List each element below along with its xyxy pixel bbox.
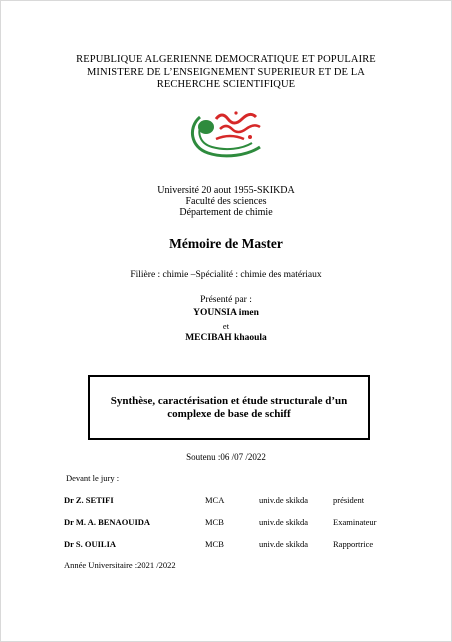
republic-header bbox=[0, 54, 452, 92]
jury-member-grade: MCB bbox=[205, 539, 224, 549]
author-1: YOUNSIA imen bbox=[193, 308, 259, 318]
university-logo-icon bbox=[186, 107, 268, 159]
header-line-3: RECHERCHE SCIENTIFIQUE bbox=[156, 79, 296, 90]
thesis-title: Synthèse, caractérisation et étude structurale d’un complexe de base de schiff bbox=[110, 394, 348, 420]
jury-member-name: Dr Z. SETIFI bbox=[64, 495, 114, 505]
jury-row bbox=[0, 517, 452, 529]
university-block bbox=[0, 185, 452, 218]
jury-member-name: Dr S. OUILIA bbox=[64, 539, 117, 549]
jury-member-grade: MCB bbox=[205, 517, 224, 527]
jury-member-role: Examinateur bbox=[333, 517, 377, 527]
thesis-title-box bbox=[88, 375, 370, 440]
faculty-name: Faculté des sciences bbox=[185, 196, 267, 207]
soutenu-date: Soutenu :06 /07 /2022 bbox=[186, 452, 266, 462]
department-name: Département de chimie bbox=[179, 207, 273, 218]
jury-label: Devant le jury : bbox=[66, 473, 120, 483]
header-line-2: MINISTERE DE L’ENSEIGNEMENT SUPERIEUR ET DE LA bbox=[87, 66, 365, 78]
jury-row bbox=[0, 495, 452, 507]
jury-member-role: président bbox=[333, 495, 365, 505]
presente-par-label: Présenté par : bbox=[200, 295, 252, 305]
jury-member-univ: univ.de skikda bbox=[259, 539, 309, 549]
memoire-title: Mémoire de Master bbox=[169, 236, 283, 251]
jury-row bbox=[0, 539, 452, 551]
authors-block bbox=[0, 307, 452, 345]
jury-member-grade: MCA bbox=[205, 495, 225, 505]
jury-member-univ: univ.de skikda bbox=[259, 517, 309, 527]
filiere-line: Filière : chimie –Spécialité : chimie des matériaux bbox=[130, 270, 322, 280]
jury-member-name: Dr M. A. BENAOUIDA bbox=[64, 517, 151, 527]
author-2: MECIBAH khaoula bbox=[185, 333, 267, 343]
annee-universitaire: Année Universitaire :2021 /2022 bbox=[64, 560, 176, 570]
jury-member-role: Rapportrice bbox=[333, 539, 374, 549]
header-line-1: REPUBLIQUE ALGERIENNE DEMOCRATIQUE ET POPULAIRE bbox=[76, 54, 376, 65]
jury-member-univ: univ.de skikda bbox=[259, 495, 309, 505]
author-connector: et bbox=[222, 320, 230, 331]
university-name: Université 20 aout 1955-SKIKDA bbox=[157, 185, 295, 196]
